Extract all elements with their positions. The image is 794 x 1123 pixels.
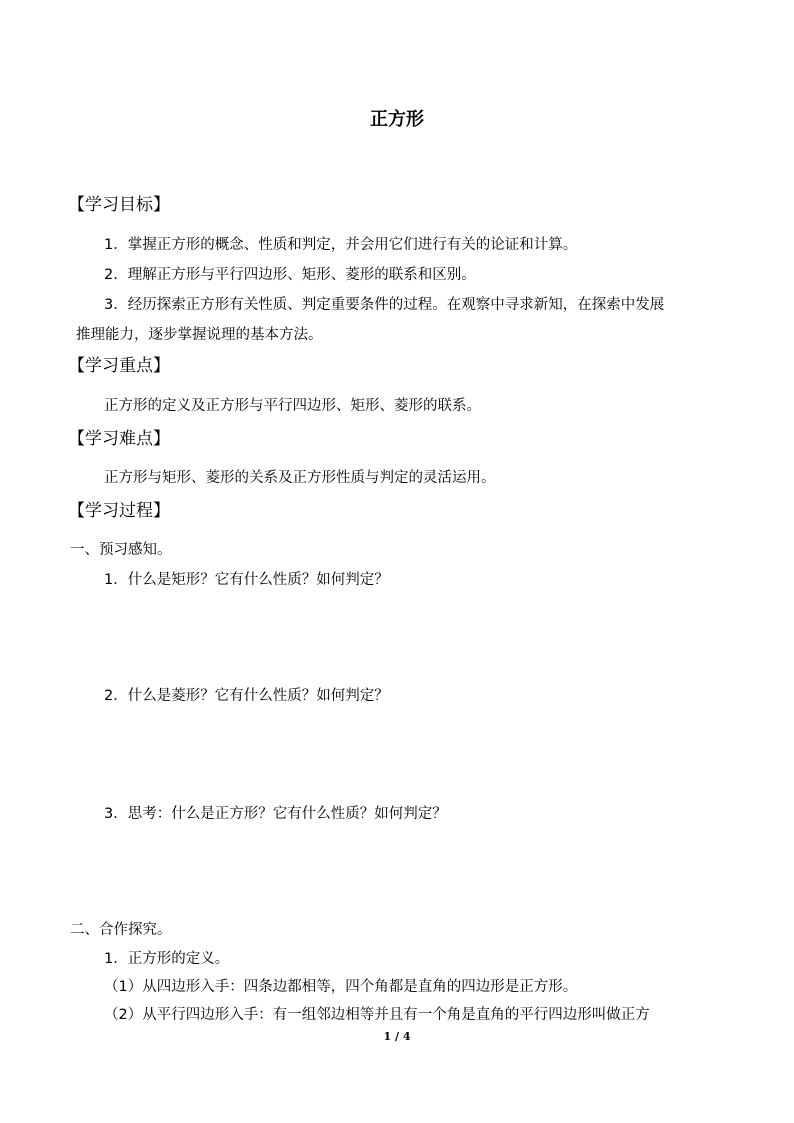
explore-item-1: 1．正方形的定义。 <box>104 951 230 967</box>
heading-key-points: 【学习重点】 <box>68 356 170 376</box>
explore-item-1-2: （2）从平行四边形入手：有一组邻边相等并且有一个角是直角的平行四边形叫做正方 <box>104 1007 650 1023</box>
explore-item-1-1: （1）从四边形入手：四条边都相等，四个角都是直角的四边形是正方形。 <box>104 979 578 995</box>
section-2-title: 二、合作探究。 <box>70 922 172 938</box>
objective-2: 2．理解正方形与平行四边形、矩形、菱形的联系和区别。 <box>104 267 476 283</box>
objective-1: 1．掌握正方形的概念、性质和判定，并会用它们进行有关的论证和计算。 <box>104 237 578 253</box>
page-title: 正方形 <box>370 109 424 130</box>
difficulties-text: 正方形与矩形、菱形的关系及正方形性质与判定的灵活运用。 <box>104 470 496 486</box>
preview-question-2: 2．什么是菱形？它有什么性质？如何判定？ <box>104 688 389 704</box>
objective-3: 3．经历探索正方形有关性质、判定重要条件的过程。在观察中寻求新知，在探索中发展 <box>104 297 665 313</box>
heading-difficulties: 【学习难点】 <box>68 429 170 449</box>
key-points-text: 正方形的定义及正方形与平行四边形、矩形、菱形的联系。 <box>104 398 481 414</box>
preview-question-1: 1．什么是矩形？它有什么性质？如何判定？ <box>104 572 389 588</box>
objective-3-continued: 推理能力，逐步掌握说理的基本方法。 <box>76 327 323 343</box>
heading-objectives: 【学习目标】 <box>68 195 170 215</box>
preview-question-3: 3．思考：什么是正方形？它有什么性质？如何判定？ <box>104 806 447 822</box>
heading-process: 【学习过程】 <box>68 501 170 521</box>
page-number: 1 / 4 <box>383 1030 411 1043</box>
section-1-title: 一、预习感知。 <box>70 542 172 558</box>
